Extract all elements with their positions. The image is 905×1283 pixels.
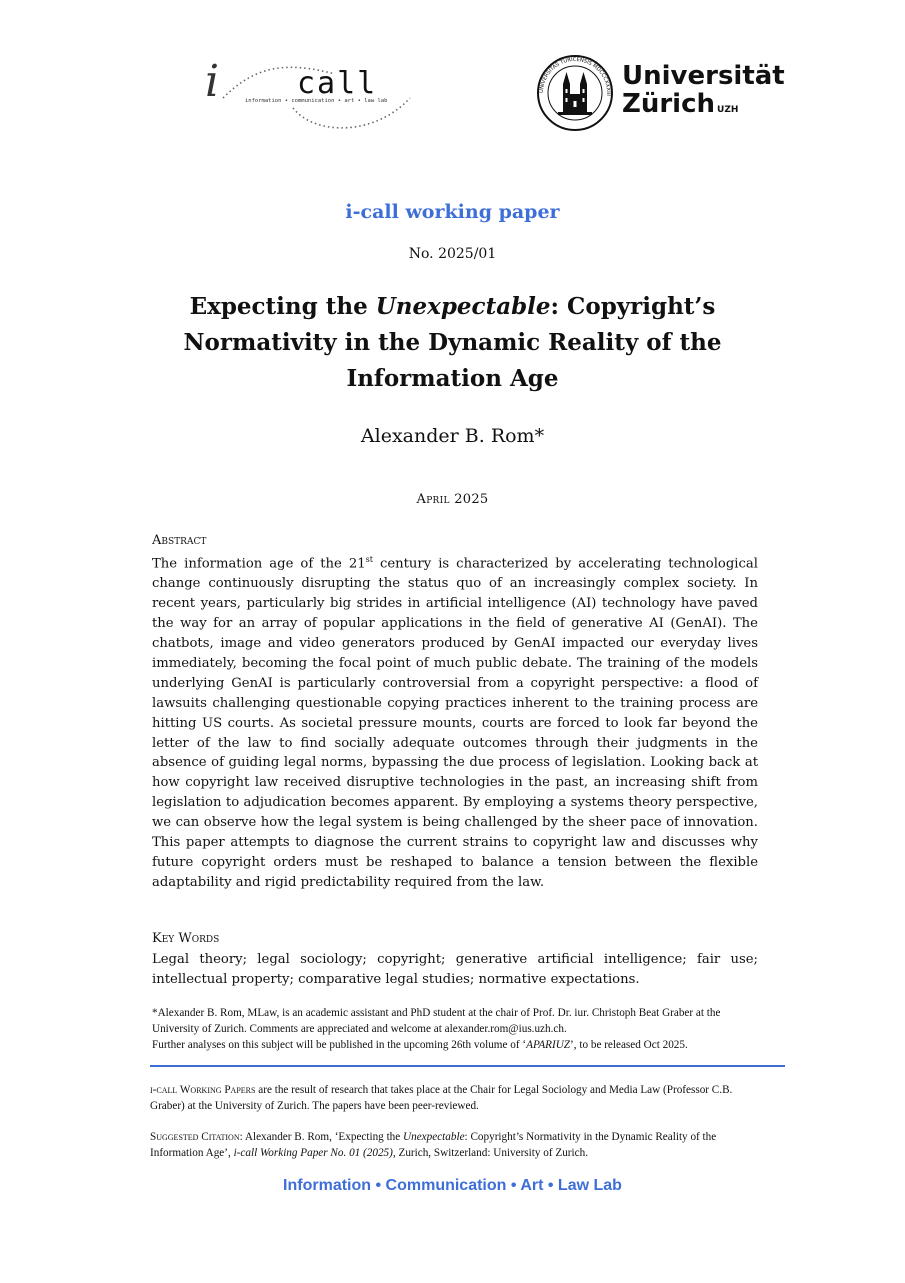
paper-number: No. 2025/01 bbox=[408, 246, 497, 262]
uzh-wordmark-sup: UZH bbox=[717, 105, 739, 115]
footnote-line1: *Alexander B. Rom, MLaw, is an academic assistant and PhD student at the chair of Prof. Dr. iur. Christoph Beat Graber at the University of Zurich. Comments are appreciated and welcome at alexander.rom@ius.uzh.ch. bbox=[152, 1007, 721, 1035]
working-papers-note: i-call Working Papers are the result of research that takes place at the Chair for Legal Sociology and Media Law (Professor C.B. Graber) at the University of Zurich. The papers have been peer-reviewed. bbox=[150, 1084, 733, 1112]
suggested-citation: Suggested Citation: Alexander B. Rom, ‘Expecting the Unexpectable: Copyright’s Normativity in the Dynamic Reality of the Information Age’, i-call Working Paper No. 01 (2025), Zurich, Switzerland: University of Zurich. bbox=[150, 1131, 717, 1159]
keywords-heading: Key Words bbox=[152, 931, 220, 946]
icall-logo-call: call bbox=[297, 66, 378, 101]
series-title: i-call working paper bbox=[345, 201, 560, 223]
paper-title bbox=[0, 289, 905, 397]
keywords-text: Legal theory; legal sociology; copyright; generative artificial intelligence; fair use; intellectual property; comparative legal studies; normative expectations. bbox=[152, 952, 758, 987]
uzh-wordmark-line2: Zürich $^{UZH}$ bbox=[622, 89, 739, 119]
uzh-wordmark bbox=[622, 62, 785, 118]
paper-title-line1: Expecting the Unexpectable: Copyright’s bbox=[189, 293, 716, 320]
icall-logo bbox=[205, 56, 420, 134]
publication-date: April 2025 bbox=[416, 492, 489, 507]
abstract-text: The information age of the 21st century is characterized by accelerating technological change continuously disrupting the status quo of an increasingly complex society. In recent years, particularly big strides in artificial intelligence (AI) technology have paved the way for an array of popular applications in the field of generative AI (GenAI). The chatbots, image and video generators produced by GenAI impacted our everyday lives immediately, becoming the focal point of much public debate. The training of the models underlying GenAI is particularly controversial from a copyright perspective: a flood of lawsuits challenging questionable copying practices inherent to the training process are hitting US courts. As societal pressure mounts, courts are forced to look far beyond the letter of the law to find socially adequate outcomes through their judgments in the absence of guiding legal norms, bypassing the due process of legislation. Looking back at how copyright law received disruptive technologies in the past, an increasing shift from legislation to adjudication becomes apparent. By employing a systems theory perspective, we can observe how the legal system is being challenged by the sheer pace of innovation. This paper attempts to diagnose the current strains to copyright law and discusses why future copyright orders must be reshaped to balance a tension between the flexible adaptability and rigid predictability required from the law. bbox=[152, 555, 758, 890]
abstract-heading: Abstract bbox=[152, 533, 207, 548]
svg-text:UNIVERSITAS TURICENSIS MDCCCXX: UNIVERSITAS TURICENSIS MDCCCXXXIII bbox=[538, 56, 612, 96]
uzh-seal-icon bbox=[536, 54, 614, 132]
icall-logo-tagline: information • communication • art • law lab bbox=[245, 98, 388, 104]
paper-title-line2: Normativity in the Dynamic Reality of the bbox=[183, 329, 722, 356]
author-footnote: *Alexander B. Rom, MLaw, is an academic assistant and PhD student at the chair of Prof. Dr. iur. Christoph Beat Graber at the University of Zurich. Comments are appreciated and welcome at alexander.rom@ius.uzh.ch. Further analyses on this subject will be published in the upcoming 26th volume of ‘APARIUZ’, to be released Oct 2025. bbox=[152, 1007, 721, 1051]
icall-dotted-arc-icon bbox=[205, 56, 420, 134]
author-name: Alexander B. Rom* bbox=[360, 425, 545, 447]
paper-title-line3: Information Age bbox=[346, 365, 559, 392]
footnote-journal: APARIUZ bbox=[526, 1039, 571, 1051]
uzh-wordmark-line1: Universität bbox=[622, 61, 785, 91]
divider-rule bbox=[150, 1065, 785, 1067]
footer-lab-name: Information • Communication • Art • Law Lab bbox=[283, 1177, 622, 1194]
icall-logo-i: i bbox=[205, 56, 220, 107]
